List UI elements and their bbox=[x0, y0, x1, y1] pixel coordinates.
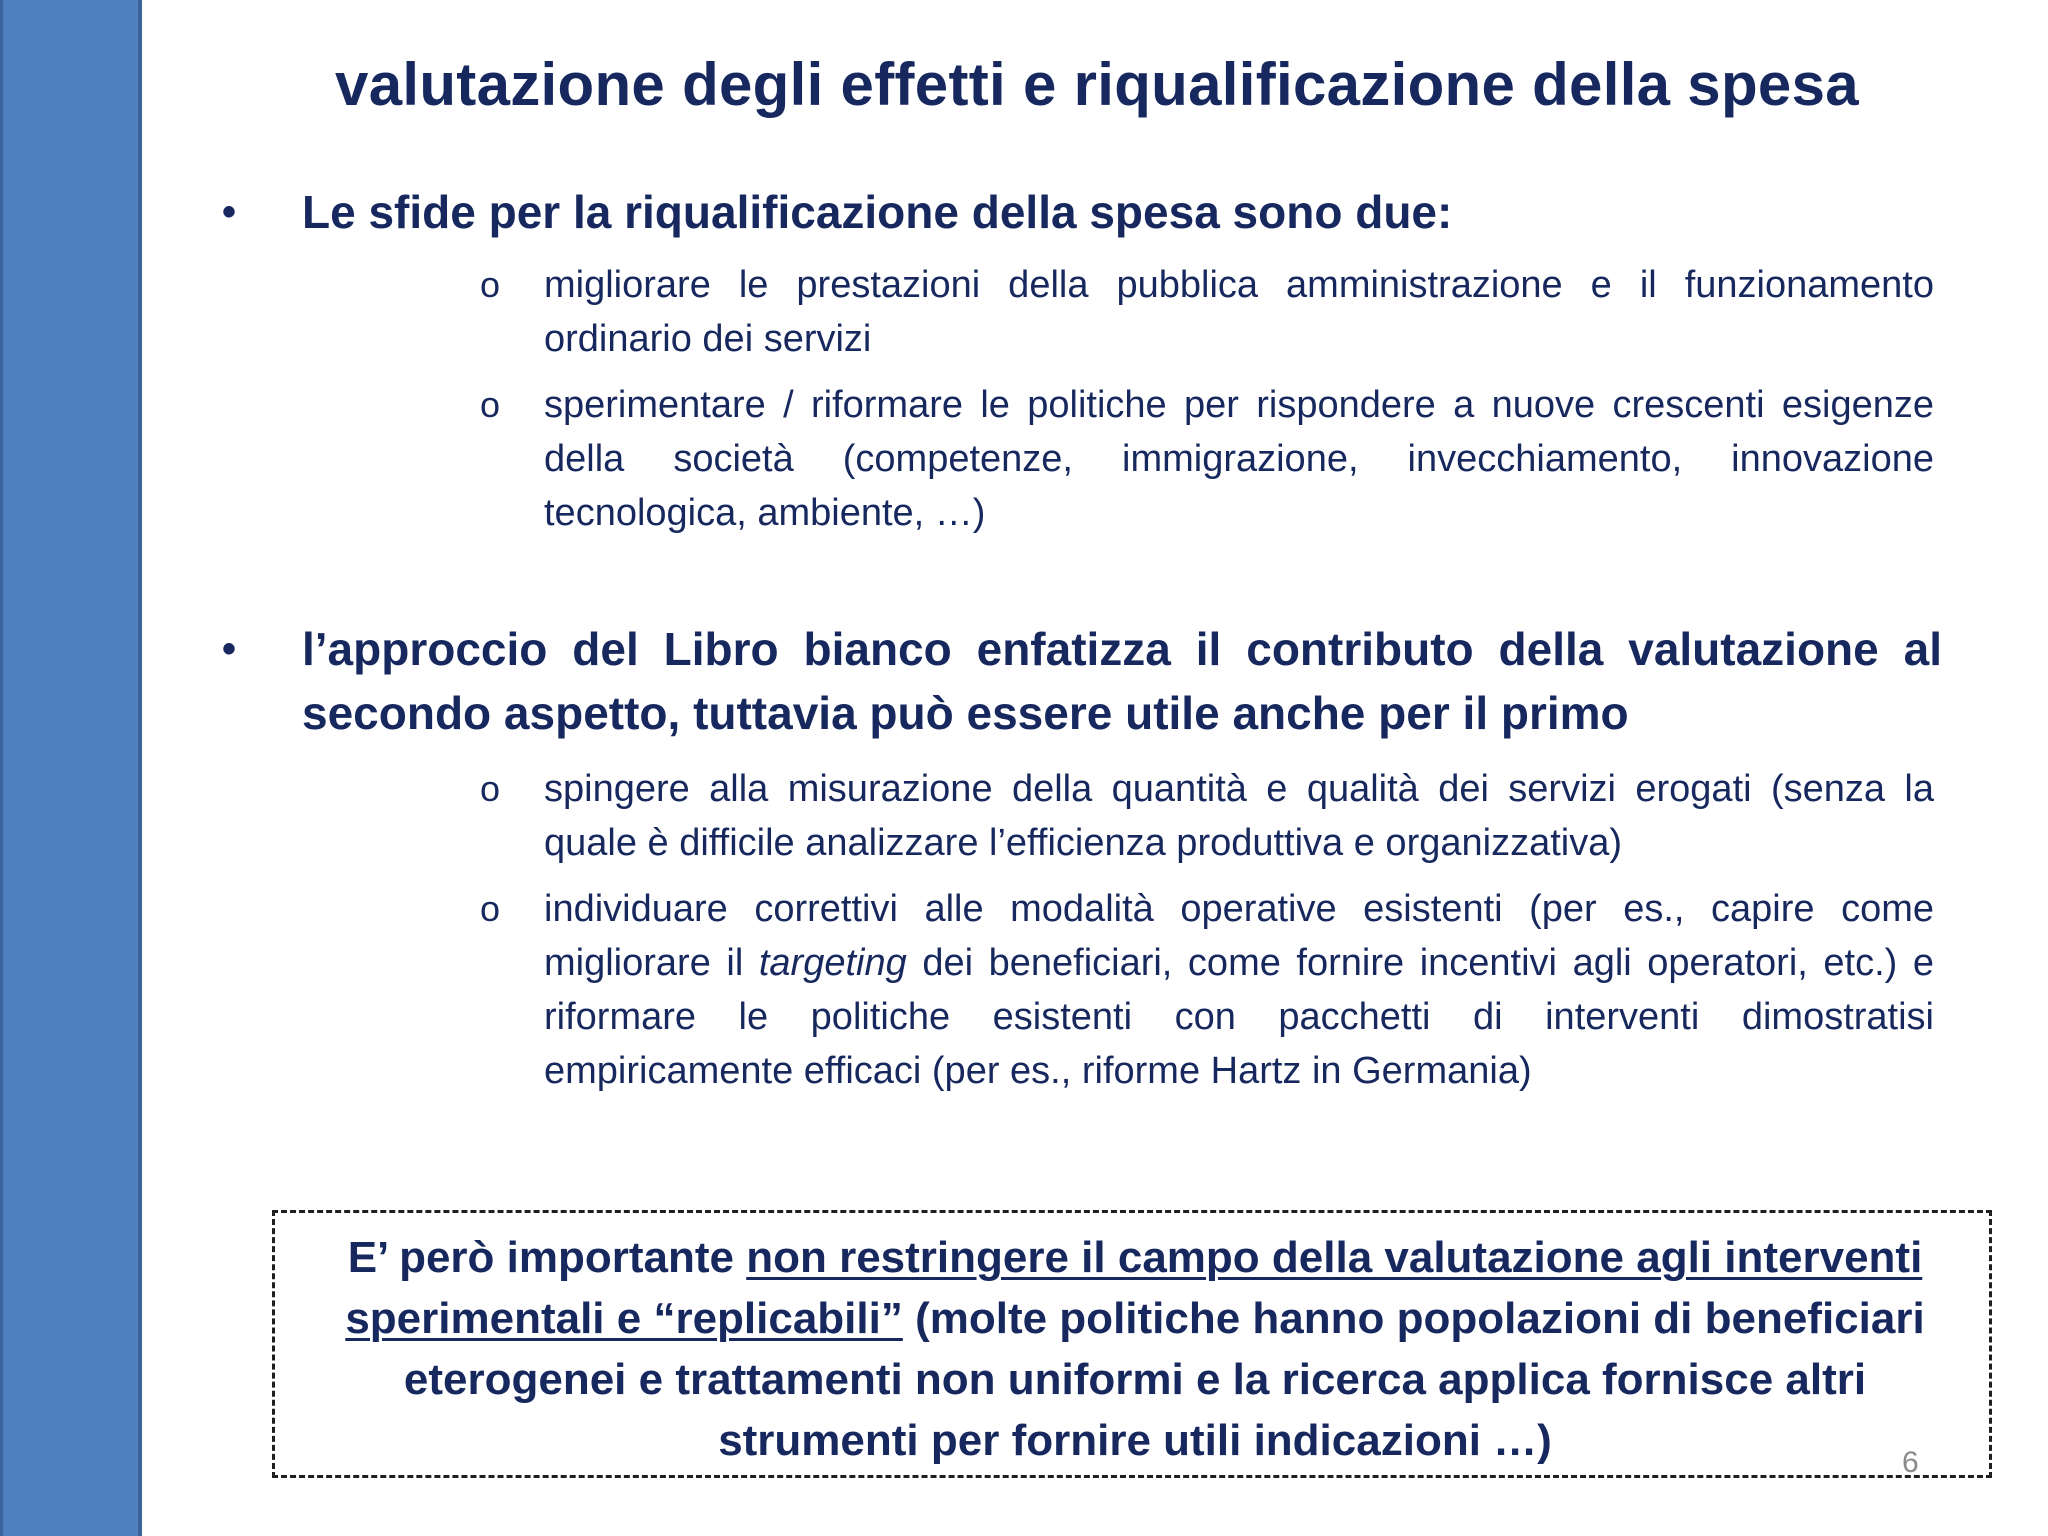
bullet-marker: • bbox=[222, 627, 237, 671]
slide-title: valutazione degli effetti e riqualificazione della spesa bbox=[335, 51, 1859, 118]
sub-text-part: individuare correttivi alle modalità operative esistenti (per es., capire come migliorare il bbox=[544, 888, 1934, 984]
callout-text-underlined: non restringere il campo della valutazione agli interventi sperimentali e “replicabili” bbox=[345, 1233, 1923, 1343]
callout-text-lead: E’ però importante bbox=[347, 1233, 747, 1282]
sub-text: spingere alla misurazione della quantità e qualità dei servizi erogati (senza la quale è difficile analizzare l’efficienza produttiva e organizzativa) bbox=[544, 768, 1934, 864]
callout-box bbox=[272, 1210, 1992, 1478]
bullet-marker: • bbox=[222, 190, 237, 234]
sub-text bbox=[544, 882, 1934, 1098]
left-accent-bar bbox=[0, 0, 142, 1536]
sub-text-italic: targeting bbox=[758, 942, 907, 984]
sub-text: migliorare le prestazioni della pubblica amministrazione e il funzionamento ordinario dei servizi bbox=[544, 264, 1934, 360]
sub-marker: o bbox=[480, 768, 501, 809]
slide bbox=[146, 0, 2048, 1536]
sub-marker: o bbox=[480, 384, 501, 425]
sub-marker: o bbox=[480, 264, 501, 305]
page-number: 6 bbox=[1902, 1446, 1919, 1479]
bullet-text: l’approccio del Libro bianco enfatizza il contributo della valutazione al secondo aspetto, tuttavia può essere utile anche per il primo bbox=[302, 623, 1942, 739]
bullet-text: Le sfide per la riqualificazione della spesa sono due: bbox=[302, 186, 1453, 238]
sub-text: sperimentare / riformare le politiche per rispondere a nuove crescenti esigenze della società (competenze, immigrazione, invecchiamento, innovazione tecnologica, ambiente, …) bbox=[544, 384, 1934, 534]
sub-text-part: dei beneficiari, come fornire incentivi agli operatori, etc.) e riformare le politiche esistenti con pacchetti di interventi dimostratisi empiricamente efficaci (per es., riforme Hartz in Germania) bbox=[544, 942, 1935, 1092]
callout-text bbox=[325, 1227, 1945, 1471]
sub-marker: o bbox=[480, 888, 501, 929]
callout-text-tail: (molte politiche hanno popolazioni di beneficiari eterogenei e trattamenti non uniformi e la ricerca applica fornisce altri strumenti per fornire utili indicazioni …) bbox=[403, 1294, 1925, 1465]
